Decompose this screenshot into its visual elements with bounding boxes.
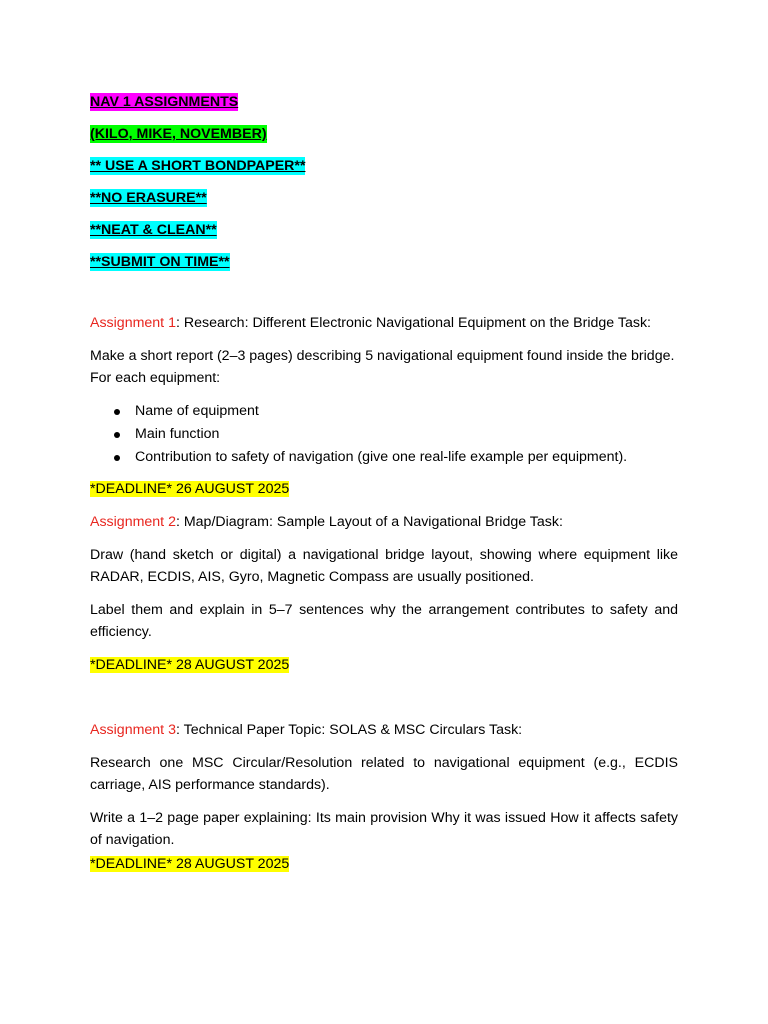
assignment-2-heading bbox=[90, 511, 678, 533]
assignment-2-deadline: *DEADLINE* 28 AUGUST 2025 bbox=[90, 657, 290, 673]
sections-line bbox=[90, 124, 678, 156]
rule-line-4 bbox=[90, 252, 678, 284]
rule-line-3 bbox=[90, 220, 678, 252]
assignment-3-body-1: Research one MSC Circular/Resolution related to navigational equipment (e.g., ECDIS carriage, AIS performance standards). bbox=[90, 755, 678, 793]
list-item: Main function bbox=[135, 423, 678, 446]
assignment-2-body-2: Label them and explain in 5–7 sentences why the arrangement contributes to safety and efficiency. bbox=[90, 602, 678, 640]
rule-bondpaper: ** USE A SHORT BONDPAPER** bbox=[90, 158, 306, 174]
rule-line-1 bbox=[90, 156, 678, 188]
assignment-1-bullets bbox=[90, 400, 678, 469]
list-item: Contribution to safety of navigation (give one real-life example per equipment). bbox=[135, 446, 678, 469]
assignment-3-label: Assignment 3 bbox=[90, 722, 176, 738]
rule-line-2 bbox=[90, 188, 678, 220]
assignment-2-title: : Map/Diagram: Sample Layout of a Navigational Bridge Task: bbox=[175, 514, 563, 530]
assignment-1-heading bbox=[90, 312, 678, 334]
rule-neat-clean: **NEAT & CLEAN** bbox=[90, 222, 217, 238]
title-line bbox=[90, 92, 678, 124]
assignment-3-body-2: Write a 1–2 page paper explaining: Its main provision Why it was issued How it affects safety of navigation. bbox=[90, 810, 678, 848]
assignment-3-heading bbox=[90, 719, 678, 741]
document-title: NAV 1 ASSIGNMENTS bbox=[90, 94, 239, 110]
assignment-1-body: Make a short report (2–3 pages) describing 5 navigational equipment found inside the bridge. For each equipment: bbox=[90, 348, 675, 386]
spacer bbox=[90, 687, 678, 719]
assignment-3-deadline-line bbox=[90, 853, 678, 875]
document-content bbox=[90, 92, 678, 886]
assignment-2-deadline-line bbox=[90, 654, 678, 676]
spacer bbox=[90, 284, 678, 312]
assignment-2-label: Assignment 2 bbox=[90, 514, 176, 530]
rule-no-erasure: **NO ERASURE** bbox=[90, 190, 207, 206]
rule-submit-on-time: **SUBMIT ON TIME** bbox=[90, 254, 230, 270]
list-item: Name of equipment bbox=[135, 400, 678, 423]
assignment-1-label: Assignment 1 bbox=[90, 315, 176, 331]
assignment-3-title: : Technical Paper Topic: SOLAS & MSC Circulars Task: bbox=[175, 722, 523, 738]
assignment-3-deadline: *DEADLINE* 28 AUGUST 2025 bbox=[90, 856, 290, 872]
assignment-1-deadline: *DEADLINE* 26 AUGUST 2025 bbox=[90, 481, 290, 497]
assignment-2-body-1: Draw (hand sketch or digital) a navigational bridge layout, showing where equipment like RADAR, ECDIS, AIS, Gyro, Magnetic Compass are usually positioned. bbox=[90, 547, 678, 585]
assignment-1-deadline-line bbox=[90, 478, 678, 500]
assignment-1-title: : Research: Different Electronic Navigational Equipment on the Bridge Task: bbox=[175, 315, 651, 331]
sections-label: (KILO, MIKE, NOVEMBER) bbox=[90, 126, 267, 142]
